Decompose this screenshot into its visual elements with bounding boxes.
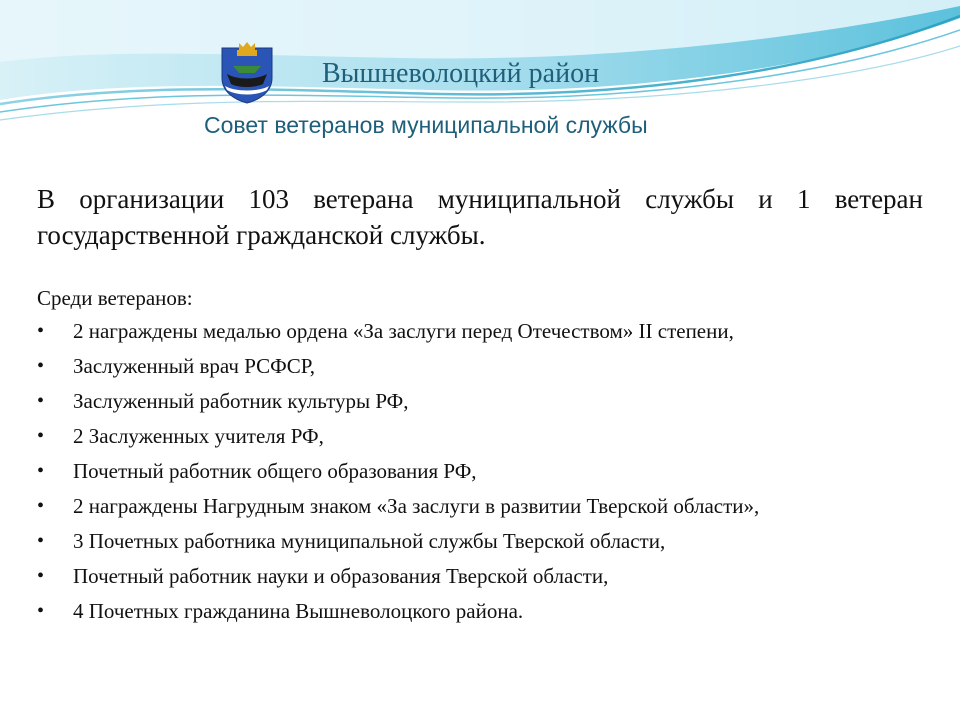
council-title: Совет ветеранов муниципальной службы bbox=[204, 112, 648, 138]
list-item bbox=[37, 351, 923, 381]
list-item-text: Заслуженный работник культуры РФ, bbox=[73, 389, 409, 413]
district-title: Вышневолоцкий район bbox=[322, 58, 600, 89]
intro-paragraph: В организации 103 ветерана муниципальной службы и 1 ветеран государственной гражданской службы. bbox=[37, 184, 923, 250]
veterans-list bbox=[37, 316, 923, 631]
bullet-icon: • bbox=[37, 530, 45, 552]
list-item bbox=[37, 421, 923, 451]
bullet-icon: • bbox=[37, 390, 45, 412]
list-item bbox=[37, 561, 923, 591]
bullet-icon: • bbox=[37, 355, 45, 377]
list-item-text: 2 Заслуженных учителя РФ, bbox=[73, 424, 324, 448]
list-item bbox=[37, 596, 923, 626]
bullet-icon: • bbox=[37, 565, 45, 587]
list-item bbox=[37, 456, 923, 486]
coat-of-arms-icon bbox=[219, 40, 275, 104]
bullet-icon: • bbox=[37, 425, 45, 447]
list-item-text: 4 Почетных гражданина Вышневолоцкого района. bbox=[73, 599, 524, 623]
list-item bbox=[37, 386, 923, 416]
list-item-text: 3 Почетных работника муниципальной службы Тверской области, bbox=[73, 529, 666, 553]
bullet-icon: • bbox=[37, 460, 45, 482]
bullet-icon: • bbox=[37, 600, 45, 622]
list-item bbox=[37, 316, 923, 346]
list-heading: Среди ветеранов: bbox=[37, 286, 193, 310]
bullet-icon: • bbox=[37, 495, 45, 517]
bullet-icon: • bbox=[37, 320, 45, 342]
list-item-text: Заслуженный врач РСФСР, bbox=[73, 354, 316, 378]
list-item-text: 2 награждены Нагрудным знаком «За заслуги в развитии Тверской области», bbox=[73, 494, 760, 518]
list-item bbox=[37, 491, 923, 521]
list-item-text: Почетный работник науки и образования Тверской области, bbox=[73, 564, 609, 588]
list-item bbox=[37, 526, 923, 556]
list-item-text: Почетный работник общего образования РФ, bbox=[73, 459, 477, 483]
list-item-text: 2 награждены медалью ордена «За заслуги перед Отечеством» II степени, bbox=[73, 319, 734, 343]
